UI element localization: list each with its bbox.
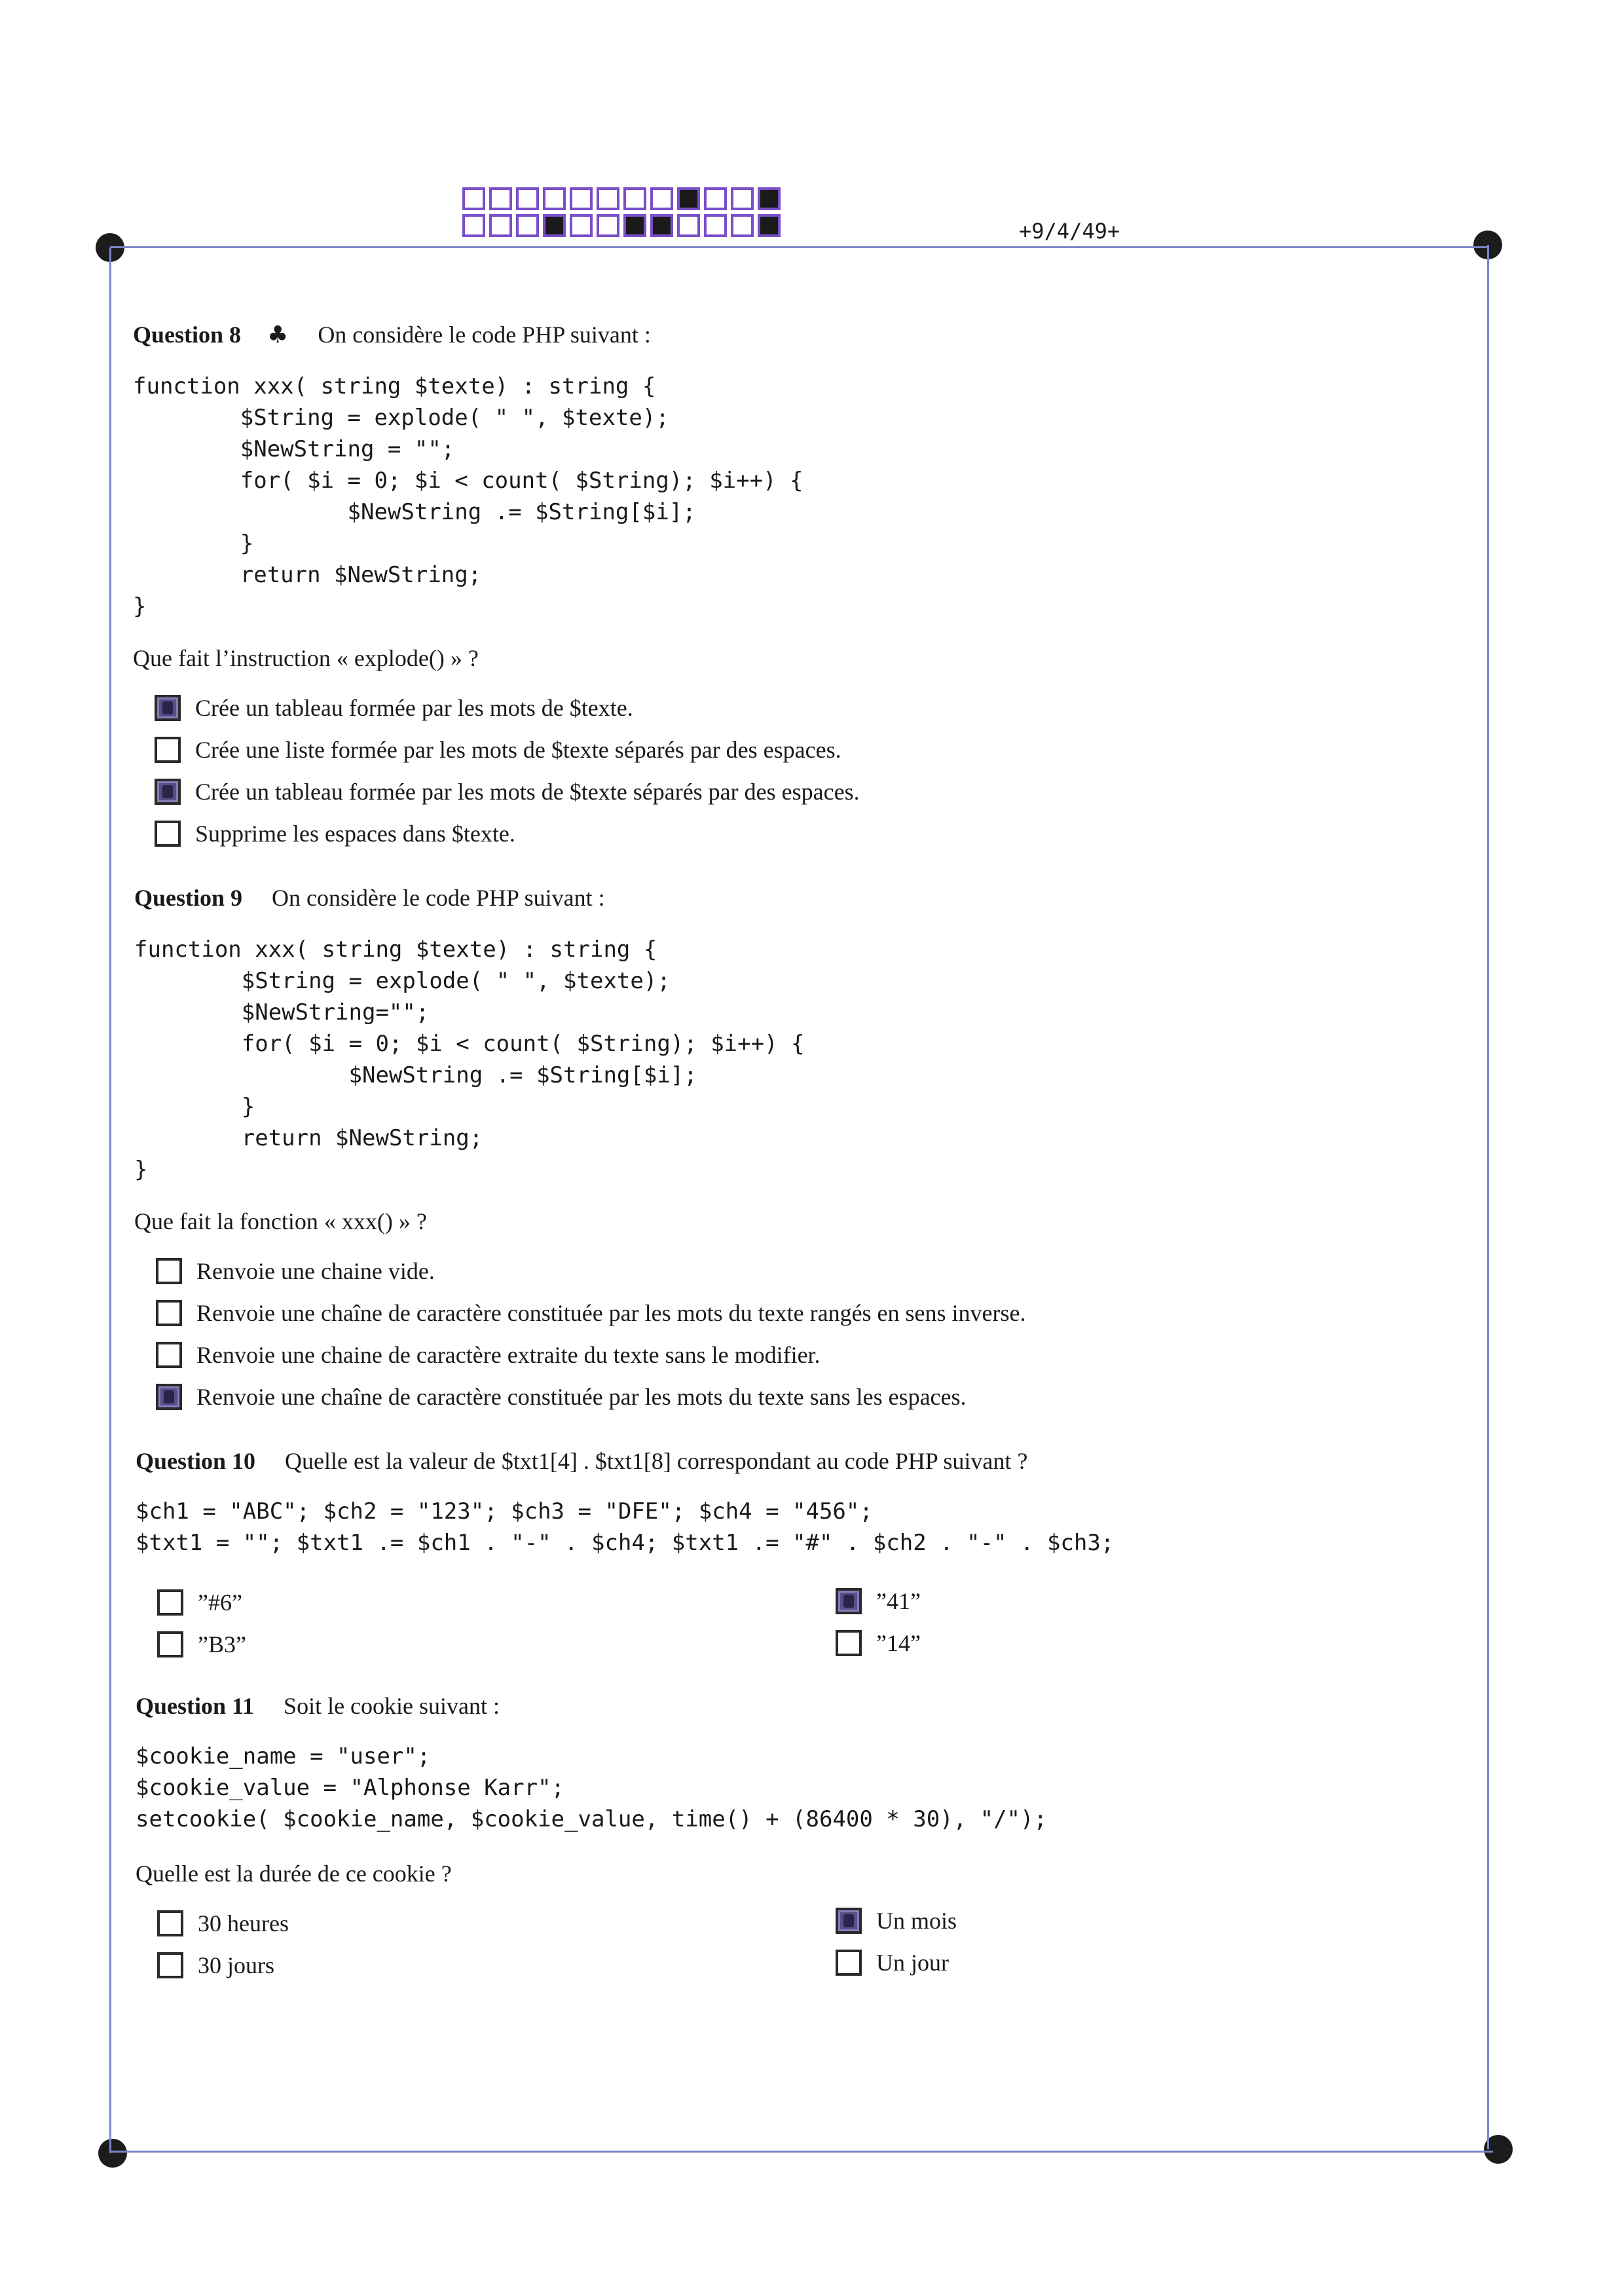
question-statement: Quelle est la valeur de $txt1[4] . $txt1[8] correspondant au code PHP suivant ?	[285, 1448, 1028, 1474]
barcode-row	[462, 214, 784, 237]
answer-checkbox[interactable]	[156, 1258, 182, 1284]
answer-label: Crée une liste formée par les mots de $texte séparés par des espaces.	[195, 737, 841, 763]
code-block: function xxx( string $texte) : string { $String = explode( " ", $texte); $NewString=""; for( $i = 0; $i < count( $String); $i++) { $NewString .= $String[$i]; } return $NewString; }	[134, 936, 805, 1183]
question-number: Question 9	[134, 885, 243, 911]
answer-option[interactable]	[156, 1383, 967, 1411]
question-prompt: Quelle est la durée de ce cookie ?	[136, 1861, 452, 1887]
answer-option[interactable]	[155, 778, 860, 805]
question-number: Question 10	[136, 1448, 256, 1474]
answer-label: Renvoie une chaîne de caractère constituée par les mots du texte sans les espaces.	[196, 1384, 967, 1410]
answer-checkbox[interactable]	[157, 1631, 183, 1657]
answer-checkbox[interactable]	[836, 1908, 862, 1934]
answer-checkbox[interactable]	[836, 1588, 862, 1614]
answer-option[interactable]	[157, 1952, 274, 1979]
barcode-cell	[489, 187, 512, 210]
answer-label: 30 jours	[198, 1952, 274, 1978]
answer-checkbox[interactable]	[155, 779, 181, 805]
answer-checkbox[interactable]	[155, 695, 181, 721]
answer-checkbox[interactable]	[156, 1300, 182, 1326]
club-icon: ♣	[267, 322, 289, 348]
answer-option[interactable]	[836, 1629, 921, 1657]
code-block: $ch1 = "ABC"; $ch2 = "123"; $ch3 = "DFE"; $ch4 = "456"; $txt1 = ""; $txt1 .= $ch1 . "-" . $ch4; $txt1 .= "#" . $ch2 . "-" . $ch3;	[136, 1498, 1115, 1556]
answer-checkbox[interactable]	[836, 1950, 862, 1976]
barcode-cell	[704, 214, 727, 237]
answer-label: Renvoie une chaine vide.	[196, 1258, 435, 1284]
barcode-cell	[623, 214, 646, 237]
answer-checkbox[interactable]	[157, 1910, 183, 1936]
question-statement: Soit le cookie suivant :	[284, 1693, 500, 1719]
barcode-cell	[731, 187, 754, 210]
answer-option[interactable]	[836, 1587, 921, 1615]
answer-option[interactable]	[155, 694, 633, 722]
code-block: function xxx( string $texte) : string { $String = explode( " ", $texte); $NewString = ""; for( $i = 0; $i < count( $String); $i++) { $NewString .= $String[$i]; } return $NewString; }	[133, 373, 803, 620]
answer-label: Crée un tableau formée par les mots de $texte.	[195, 695, 633, 721]
answer-checkbox[interactable]	[156, 1342, 182, 1368]
barcode	[462, 187, 784, 241]
answer-option[interactable]	[156, 1257, 435, 1285]
question-statement: On considère le code PHP suivant :	[318, 322, 651, 348]
answer-label: Un jour	[876, 1950, 949, 1976]
answer-checkbox[interactable]	[157, 1589, 183, 1616]
barcode-cell	[597, 187, 619, 210]
question-8-header	[133, 321, 651, 348]
answer-option[interactable]	[156, 1341, 821, 1369]
question-number: Question 8	[133, 322, 242, 348]
page-id: +9/4/49+	[1019, 219, 1120, 244]
barcode-cell	[570, 187, 593, 210]
barcode-cell	[677, 187, 700, 210]
barcode-cell	[570, 214, 593, 237]
barcode-cell	[543, 187, 566, 210]
answer-checkbox[interactable]	[155, 821, 181, 847]
answer-checkbox[interactable]	[155, 737, 181, 763]
answer-label: ”#6”	[198, 1589, 242, 1616]
answer-option[interactable]	[156, 1299, 1026, 1327]
question-10-header	[136, 1447, 1027, 1475]
barcode-cell	[704, 187, 727, 210]
frame-left	[109, 248, 111, 2153]
answer-label: 30 heures	[198, 1910, 289, 1936]
barcode-cell	[516, 187, 539, 210]
answer-checkbox[interactable]	[157, 1952, 183, 1978]
registration-mark-bottom-left	[98, 2139, 127, 2168]
answer-label: Crée un tableau formée par les mots de $texte séparés par des espaces.	[195, 779, 860, 805]
answer-label: Renvoie une chaîne de caractère constituée par les mots du texte rangés en sens inverse.	[196, 1300, 1026, 1326]
answer-label: ”41”	[876, 1588, 921, 1614]
question-11-header	[136, 1692, 500, 1720]
answer-checkbox[interactable]	[156, 1384, 182, 1410]
barcode-cell	[462, 214, 485, 237]
answer-option[interactable]	[157, 1910, 289, 1937]
barcode-cell	[731, 214, 754, 237]
barcode-row	[462, 187, 784, 210]
question-prompt: Que fait la fonction « xxx() » ?	[134, 1208, 427, 1234]
barcode-cell	[758, 214, 781, 237]
barcode-cell	[623, 187, 646, 210]
barcode-cell	[516, 214, 539, 237]
answer-option[interactable]	[155, 736, 841, 764]
answer-option[interactable]	[157, 1589, 242, 1616]
answer-option[interactable]	[155, 820, 515, 847]
barcode-cell	[489, 214, 512, 237]
answer-label: Un mois	[876, 1908, 957, 1934]
barcode-cell	[543, 214, 566, 237]
barcode-cell	[677, 214, 700, 237]
frame-right	[1487, 245, 1489, 2149]
barcode-cell	[462, 187, 485, 210]
barcode-cell	[650, 214, 673, 237]
frame-bottom	[111, 2151, 1493, 2153]
barcode-cell	[650, 187, 673, 210]
question-prompt: Que fait l’instruction « explode() » ?	[133, 645, 479, 671]
answer-option[interactable]	[836, 1949, 949, 1976]
answer-label: ”14”	[876, 1630, 921, 1656]
answer-checkbox[interactable]	[836, 1630, 862, 1656]
code-block: $cookie_name = "user"; $cookie_value = "Alphonse Karr"; setcookie( $cookie_name, $cookie_value, time() + (86400 * 30), "/");	[136, 1743, 1047, 1832]
answer-option[interactable]	[157, 1631, 246, 1658]
question-9-header	[134, 884, 605, 912]
barcode-cell	[758, 187, 781, 210]
frame-top	[110, 246, 1488, 248]
answer-label: Renvoie une chaine de caractère extraite du texte sans le modifier.	[196, 1342, 821, 1368]
answer-label: Supprime les espaces dans $texte.	[195, 821, 515, 847]
question-statement: On considère le code PHP suivant :	[272, 885, 605, 911]
barcode-cell	[597, 214, 619, 237]
answer-label: ”B3”	[198, 1631, 246, 1657]
answer-option[interactable]	[836, 1907, 957, 1935]
question-number: Question 11	[136, 1693, 255, 1719]
